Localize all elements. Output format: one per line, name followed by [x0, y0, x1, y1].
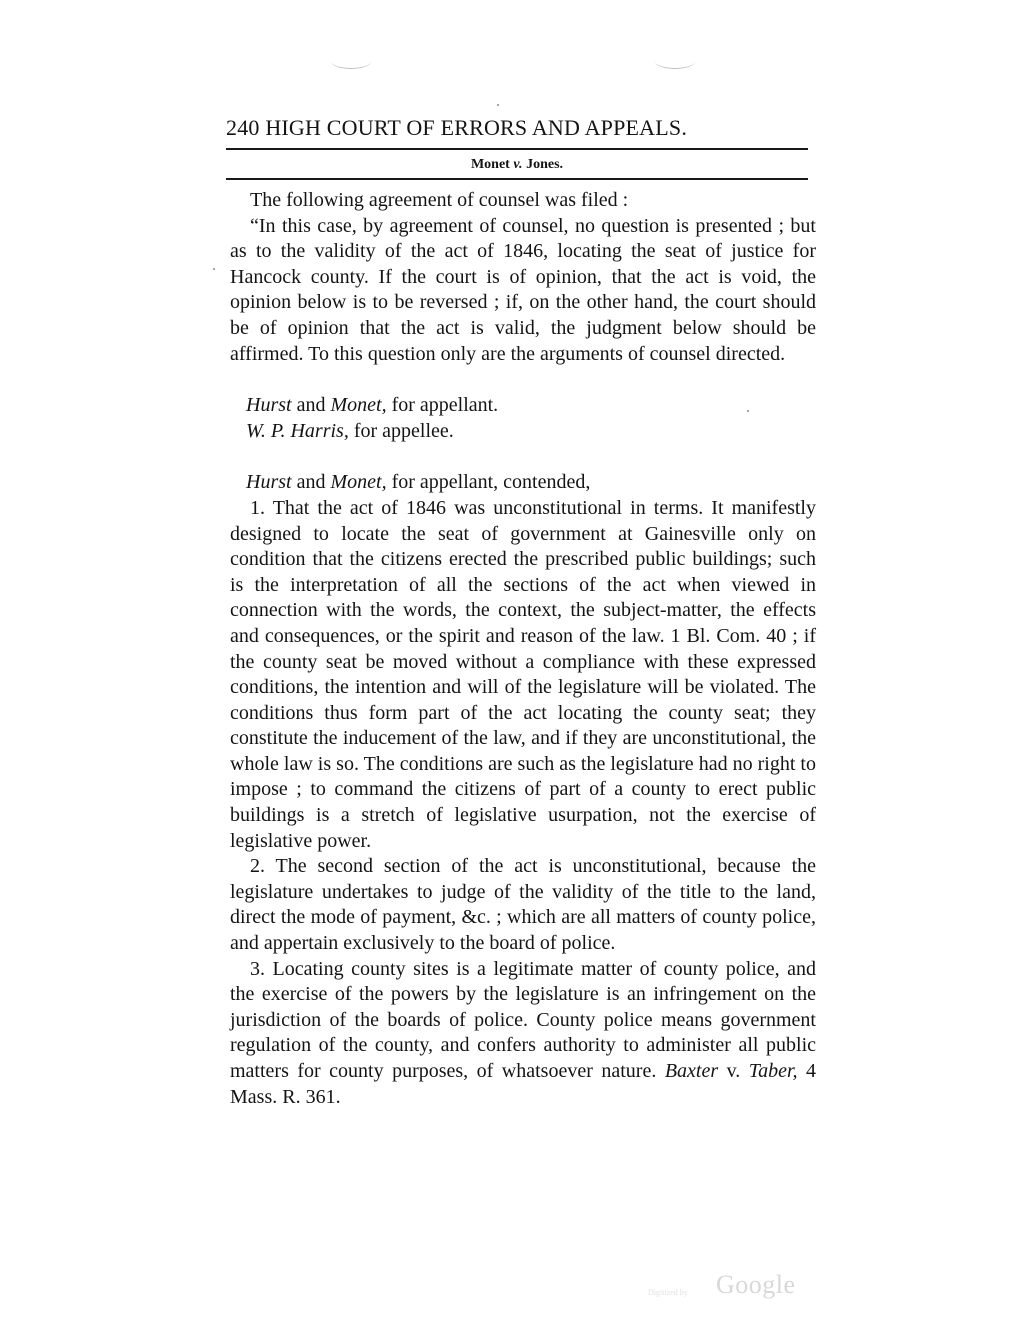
header-rule-top — [226, 148, 808, 150]
agreement-text: “In this case, by agreement of counsel, no question is presented ; but as to the validity of the act of 1846, locating the seat of justice for Hancock county. If the court is of opinion, that the act is void, the opinion below is to be reversed ; if, on the other hand, the court should be of opinion that the act is valid, the judgment below should be affirmed. To this question only are the arguments of counsel directed. — [230, 214, 816, 365]
scan-binding-mark-left — [331, 54, 371, 69]
case-versus: v. — [513, 157, 523, 172]
counsel-appellant-role: for appellant. — [386, 394, 499, 417]
header-rule-bottom — [226, 178, 808, 180]
citation-versus: v. — [718, 1060, 749, 1082]
case-party-second: Jones. — [522, 157, 564, 172]
page-number: 240 — [226, 115, 260, 140]
digitized-by-watermark: Digitized by — [648, 1288, 688, 1297]
page-title: HIGH COURT OF ERRORS AND APPEALS. — [265, 115, 688, 140]
google-watermark: Google — [716, 1270, 796, 1299]
argument-point-1: 1. That the act of 1846 was unconstitutional in terms. It manifestly designed to locate the seat of government at Gainesville only on condition that the citizens erected the prescribed public buildings; such is the interpretation of all the sections of the act when viewed in connection with the words, the context, the subject-matter, the effects and consequences, or the spirit and reason of the law. 1 Bl. Com. 40 ; if the county seat be moved without a compliance with these expressed conditions, the intention and will of the legislature will be violated. The conditions thus form part of the act locating the county seat; they constitute the inducement of the law, and if they are unconstitutional, the whole law is so. The conditions are such as the legislature had no right to impose ; to command the citizens of part of a county to erect public buildings is a stretch of legislative usurpation, not the exercise of legislative power. — [230, 496, 816, 852]
counsel-appellee-role: for appellee. — [348, 419, 454, 442]
citation-reporter: 4 Mass. R. 361. — [230, 1060, 817, 1108]
argument-point-3-text: 3. Locating county sites is a legitimate matter of county police, and the exercise of the powers by the legislature is an infringement on the jurisdiction of the boards of police. County police means government regulation of the county, and confers authority to administer all public matters for county purposes, of whatsoever nature. — [230, 957, 816, 1082]
case-name — [226, 155, 808, 175]
paragraph-gap — [230, 444, 816, 470]
argument-point-2: 2. The second section of the act is unconstitutional, because the legislature undertakes to judge of the validity of the title to the land, direct the mode of payment, &c. ; which are all matters of county police, and appertain exclusively to the board of police. — [230, 855, 816, 955]
scan-speck — [213, 268, 215, 270]
case-party-first: Monet — [470, 157, 514, 172]
page-body — [230, 188, 816, 1110]
argument-lead-name-1: Hurst — [246, 471, 292, 494]
argument-lead-and: and — [291, 471, 331, 494]
argument-point-3 — [230, 957, 816, 1111]
counsel-appellant-and: and — [291, 394, 331, 417]
citation-party-1: Baxter — [664, 1060, 719, 1082]
argument-lead-rest: for appellant, contended, — [386, 471, 591, 494]
paragraph-gap — [230, 367, 816, 393]
scan-binding-mark-right — [655, 54, 695, 69]
counsel-appellee-name: W. P. Harris, — [246, 419, 349, 442]
counsel-appellant-name-2: Monet, — [330, 394, 387, 417]
scan-speck — [497, 104, 499, 106]
agreement-intro: The following agreement of counsel was filed : — [250, 189, 629, 211]
citation-party-2: Taber, — [748, 1060, 798, 1082]
argument-lead — [230, 470, 816, 496]
running-head — [226, 115, 806, 145]
counsel-appellant-name-1: Hurst — [246, 394, 292, 417]
counsel-appellant — [230, 393, 816, 419]
counsel-appellee — [230, 419, 816, 445]
argument-lead-name-2: Monet, — [330, 471, 387, 494]
